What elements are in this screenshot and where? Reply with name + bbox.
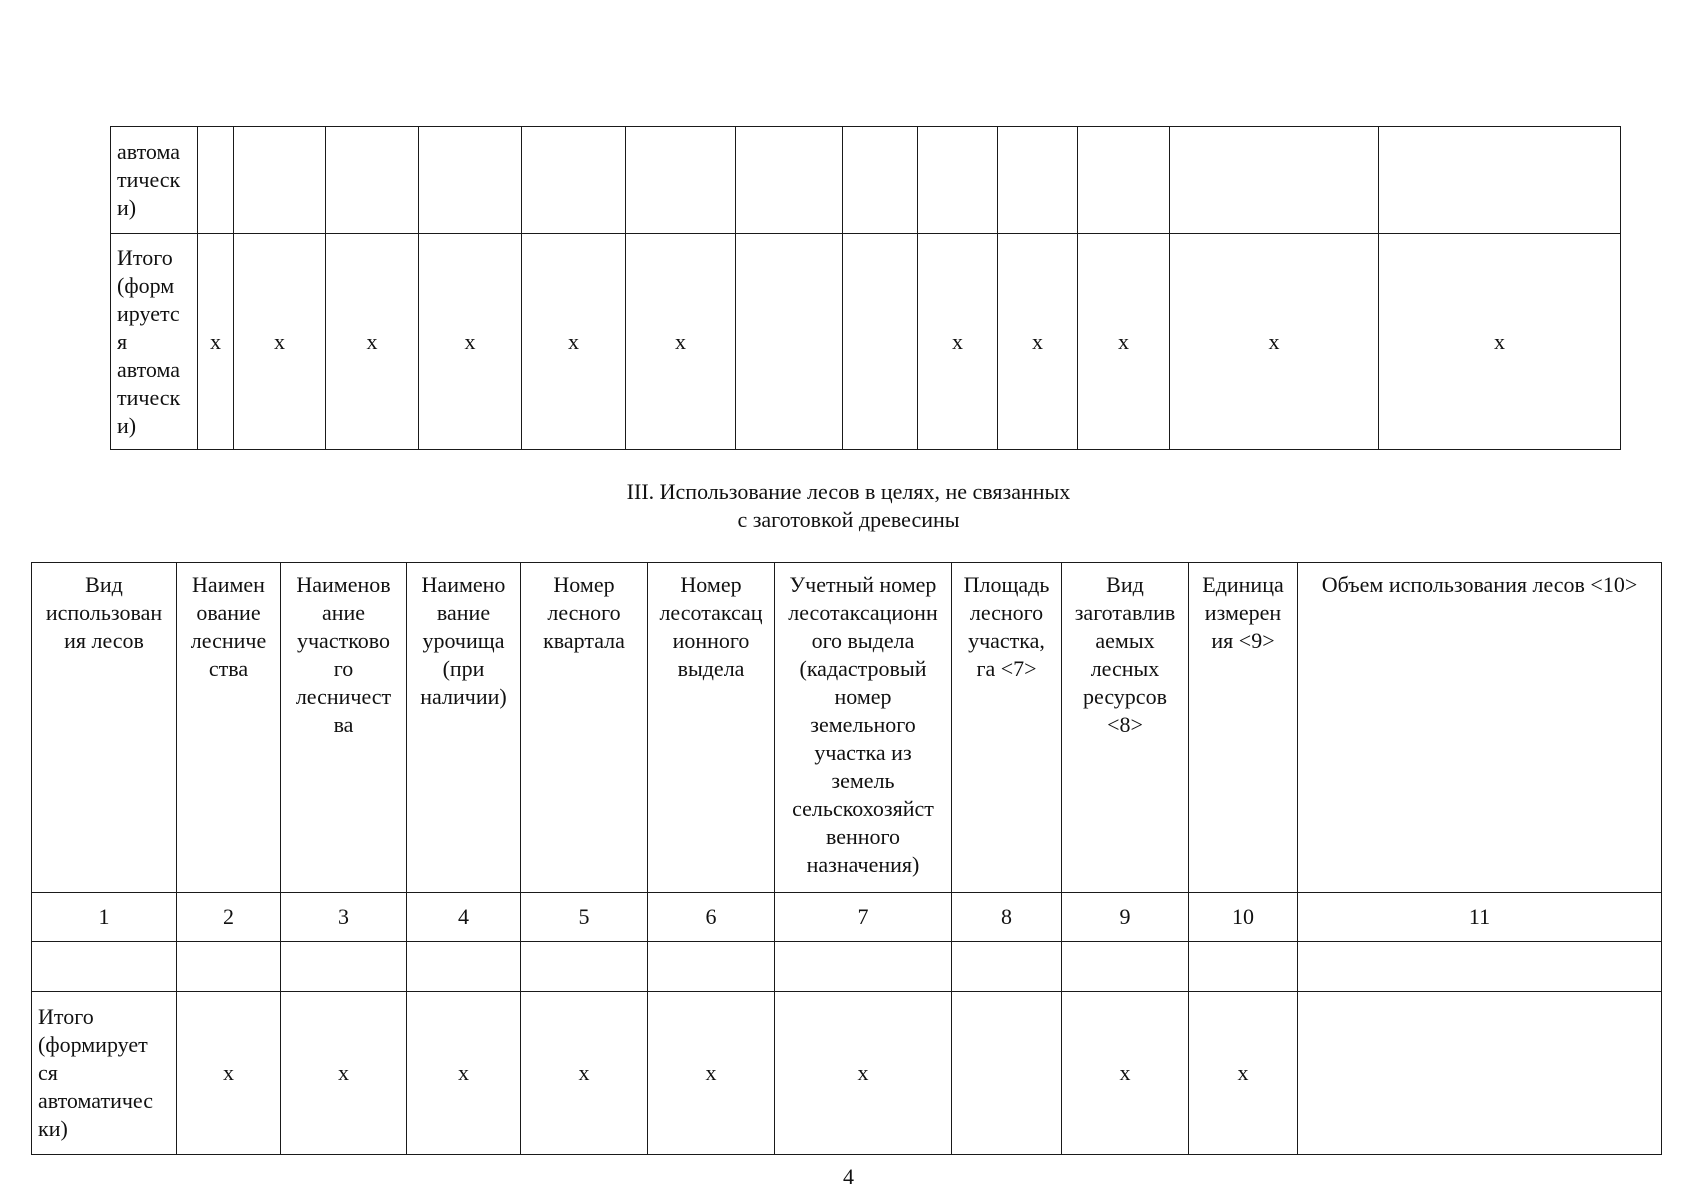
table-row: [111, 127, 1621, 234]
mark-cell: x: [1078, 234, 1170, 450]
mark-cell: x: [281, 992, 407, 1155]
forest-use-table: [31, 562, 1662, 1155]
empty-cell: [419, 127, 522, 234]
column-number-cell: 7: [775, 893, 952, 942]
column-number-cell: 11: [1298, 893, 1662, 942]
header-cell: Наимено вание урочища (при наличии): [407, 563, 521, 893]
total-row: [111, 234, 1621, 450]
header-cell: Номер лесного квартала: [521, 563, 648, 893]
empty-cell: [952, 942, 1062, 992]
header-cell: Учетный номер лесотаксационн ого выдела (кадастровый номер земельного участка из земель сельскохозяйст венного назначения): [775, 563, 952, 893]
column-number-cell: 1: [32, 893, 177, 942]
mark-cell: x: [419, 234, 522, 450]
header-row: [32, 563, 1662, 893]
mark-cell: x: [1170, 234, 1379, 450]
empty-cell: [281, 942, 407, 992]
column-number-row: [32, 893, 1662, 942]
mark-cell: x: [648, 992, 775, 1155]
header-cell: Объем использования лесов <10>: [1298, 563, 1662, 893]
header-cell: Площадь лесного участка, га <7>: [952, 563, 1062, 893]
header-cell: Наимен ование лесниче ства: [177, 563, 281, 893]
empty-cell: [407, 942, 521, 992]
column-number-cell: 3: [281, 893, 407, 942]
page-number: 4: [843, 1164, 854, 1189]
mark-cell: x: [522, 234, 626, 450]
empty-cell: [648, 942, 775, 992]
mark-cell: x: [521, 992, 648, 1155]
empty-cell: [1170, 127, 1379, 234]
mark-cell: x: [234, 234, 326, 450]
column-number-cell: 2: [177, 893, 281, 942]
header-cell: Вид заготавлив аемых лесных ресурсов <8>: [1062, 563, 1189, 893]
row-label-cell: автома тическ и): [111, 127, 198, 234]
column-number-cell: 4: [407, 893, 521, 942]
empty-cell: [843, 234, 918, 450]
mark-cell: x: [998, 234, 1078, 450]
mark-cell: x: [407, 992, 521, 1155]
empty-cell: [736, 127, 843, 234]
continuation-table: [110, 126, 1621, 450]
column-number-cell: 5: [521, 893, 648, 942]
mark-cell: x: [918, 234, 998, 450]
empty-cell: [1189, 942, 1298, 992]
empty-cell: [1379, 127, 1621, 234]
empty-cell: [952, 992, 1062, 1155]
empty-cell: [522, 127, 626, 234]
empty-cell: [736, 234, 843, 450]
mark-cell: x: [626, 234, 736, 450]
header-cell: Номер лесотаксац ионного выдела: [648, 563, 775, 893]
empty-cell: [775, 942, 952, 992]
empty-cell: [32, 942, 177, 992]
empty-cell: [998, 127, 1078, 234]
mark-cell: x: [326, 234, 419, 450]
empty-row: [32, 942, 1662, 992]
column-number-cell: 8: [952, 893, 1062, 942]
header-cell: Единица измерен ия <9>: [1189, 563, 1298, 893]
empty-cell: [326, 127, 419, 234]
column-number-cell: 6: [648, 893, 775, 942]
empty-cell: [1298, 942, 1662, 992]
empty-cell: [1078, 127, 1170, 234]
column-number-cell: 9: [1062, 893, 1189, 942]
total-label-cell: Итого (форм ируетс я автома тическ и): [111, 234, 198, 450]
empty-cell: [234, 127, 326, 234]
header-cell: Вид использован ия лесов: [32, 563, 177, 893]
empty-cell: [626, 127, 736, 234]
header-cell: Наименов ание участково го лесничест ва: [281, 563, 407, 893]
section-heading-line-2: с заготовкой древесины: [737, 507, 960, 532]
mark-cell: x: [177, 992, 281, 1155]
section-heading-line-1: III. Использование лесов в целях, не связанных: [626, 479, 1071, 504]
section-heading: [0, 478, 1697, 534]
mark-cell: x: [198, 234, 234, 450]
mark-cell: x: [1189, 992, 1298, 1155]
mark-cell: x: [1062, 992, 1189, 1155]
mark-cell: x: [1379, 234, 1621, 450]
mark-cell: x: [775, 992, 952, 1155]
empty-cell: [843, 127, 918, 234]
empty-cell: [1062, 942, 1189, 992]
total-row: [32, 992, 1662, 1155]
empty-cell: [177, 942, 281, 992]
empty-cell: [918, 127, 998, 234]
empty-cell: [198, 127, 234, 234]
column-number-cell: 10: [1189, 893, 1298, 942]
empty-cell: [521, 942, 648, 992]
total-label-cell: Итого (формирует ся автоматичес ки): [32, 992, 177, 1155]
empty-cell: [1298, 992, 1662, 1155]
